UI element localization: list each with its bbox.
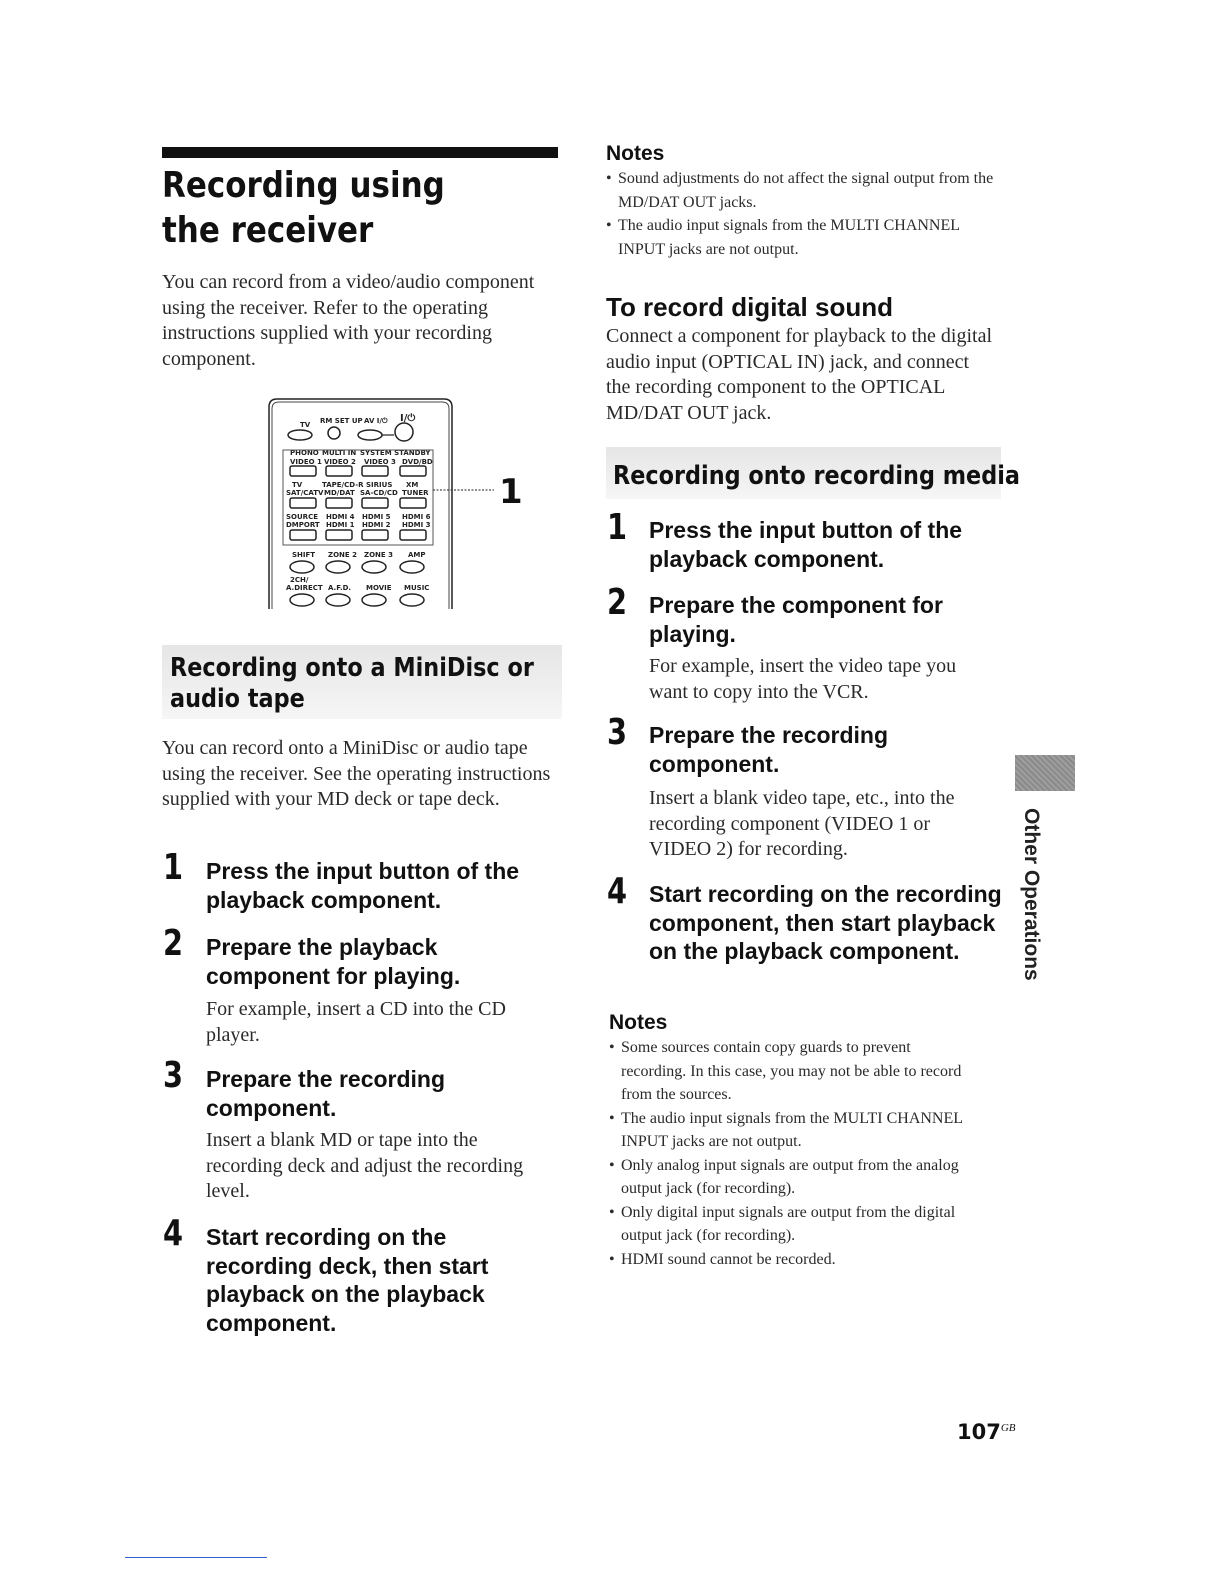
step-heading: Start recording on the recording component, then start playback on the playback component. — [649, 881, 1002, 964]
step-number: 4 — [163, 1213, 184, 1254]
remote-label-movie: MOVIE — [366, 584, 392, 592]
remote-label-zone2: ZONE 2 — [328, 551, 357, 559]
remote-label-zone3: ZONE 3 — [364, 551, 393, 559]
remote-label-sirius: SIRIUS — [366, 481, 393, 489]
note-item: • Only digital input signals are output from the digital output jack (for recording). — [609, 1201, 979, 1248]
remote-label-hdmi6: HDMI 6 — [402, 513, 431, 521]
remote-label-hdmi1: HDMI 1 — [326, 521, 355, 529]
remote-label-hdmi3: HDMI 3 — [402, 521, 431, 529]
step-number: 3 — [607, 712, 628, 753]
note-item: • Some sources contain copy guards to prevent recording. In this case, you may not be able to record from the sources. — [609, 1036, 979, 1107]
remote-label-source: SOURCE — [286, 513, 318, 521]
remote-label-phono: PHONO — [290, 449, 319, 457]
remote-label-dmport: DMPORT — [286, 521, 320, 529]
notes-heading: Notes — [606, 142, 665, 165]
step-description: Insert a blank video tape, etc., into the recording component (VIDEO 1 or VIDEO 2) for recording. — [649, 787, 955, 860]
remote-label-video1: VIDEO 1 — [290, 458, 322, 466]
page-number-suffix: GB — [1000, 1422, 1016, 1434]
chapter-tab-marker — [1015, 755, 1075, 791]
step-description: For example, insert the video tape you want to copy into the VCR. — [649, 655, 957, 703]
section-title-minidisc-line2: audio tape — [170, 684, 305, 714]
step-number: 1 — [607, 507, 628, 548]
section-title-minidisc-line1: Recording onto a MiniDisc or — [170, 653, 534, 683]
remote-label-hdmi2: HDMI 2 — [362, 521, 391, 529]
remote-label-hdmi5: HDMI 5 — [362, 513, 391, 521]
remote-label-system-standby: SYSTEM STANDBY — [360, 449, 431, 457]
step-description: Insert a blank MD or tape into the recording deck and adjust the recording level. — [206, 1129, 524, 1202]
remote-label-tuner: TUNER — [402, 489, 429, 497]
notes-heading: Notes — [609, 1011, 668, 1034]
remote-control-illustration — [262, 395, 527, 613]
step-number: 2 — [163, 923, 184, 964]
note-item: • The audio input signals from the MULTI CHANNEL INPUT jacks are not output. — [609, 1107, 979, 1154]
remote-label-afd: A.F.D. — [328, 584, 352, 592]
notes-list — [606, 167, 1001, 261]
remote-label-tv2: TV — [292, 481, 303, 489]
remote-label-md-dat: MD/DAT — [324, 489, 355, 497]
remote-label-shift: SHIFT — [292, 551, 316, 559]
section-title-recording-media: Recording onto recording media — [613, 461, 1020, 491]
remote-label-a-direct: A.DIRECT — [286, 584, 323, 592]
callout-number: 1 — [499, 472, 523, 512]
step-number: 3 — [163, 1055, 184, 1096]
remote-label-amp: AMP — [408, 551, 426, 559]
note-item: • Sound adjustments do not affect the signal output from the MD/DAT OUT jacks. — [606, 167, 1001, 214]
remote-label-tv: TV — [300, 421, 311, 429]
remote-label-hdmi4: HDMI 4 — [326, 513, 355, 521]
digital-sound-heading: To record digital sound — [606, 292, 893, 322]
remote-label-dvd-bd: DVD/BD — [402, 458, 433, 466]
step-number: 4 — [607, 871, 628, 912]
remote-label-2ch: 2CH/ — [290, 576, 309, 584]
note-item: • Only analog input signals are output from the analog output jack (for recording). — [609, 1154, 979, 1201]
step-heading: Prepare the recording component. — [206, 1066, 446, 1121]
chapter-tab-label: Other Operations — [1020, 808, 1043, 981]
digital-sound-text: Connect a component for playback to the digital audio input (OPTICAL IN) jack, and connect the recording component to the OPTICAL MD/DAT OUT jack. — [606, 325, 992, 424]
title-rule — [162, 147, 558, 158]
step-heading: Prepare the recording component. — [649, 722, 889, 777]
step-heading: Press the input button of the playback component. — [649, 517, 963, 572]
step-description: For example, insert a CD into the CD player. — [206, 998, 506, 1046]
step-number: 1 — [163, 847, 184, 888]
step-heading: Press the input button of the playback component. — [206, 858, 520, 913]
step-heading: Prepare the playback component for playing. — [206, 934, 461, 989]
remote-label-xm: XM — [406, 481, 419, 489]
step-number: 2 — [607, 582, 628, 623]
remote-label-multi-in: MULTI IN — [322, 449, 357, 457]
footer-rule — [125, 1557, 267, 1558]
remote-label-tape-cdr: TAPE/CD-R — [322, 481, 364, 489]
page-title: Recording using the receiver — [162, 165, 445, 251]
remote-label-sacd-cd: SA-CD/CD — [360, 489, 398, 497]
remote-label-music: MUSIC — [404, 584, 430, 592]
remote-label-rm-setup: RM SET UP — [320, 417, 363, 425]
remote-label-power: I/⏻ — [400, 413, 416, 424]
remote-label-video3: VIDEO 3 — [364, 458, 396, 466]
intro-paragraph: You can record from a video/audio component using the receiver. Refer to the operating instructions supplied with your recording component. — [162, 271, 535, 370]
page-number — [957, 1420, 1016, 1444]
remote-label-video2: VIDEO 2 — [324, 458, 356, 466]
minidisc-intro: You can record onto a MiniDisc or audio tape using the receiver. See the operating instructions supplied with your MD deck or tape deck. — [162, 737, 551, 810]
step-heading: Prepare the component for playing. — [649, 592, 943, 647]
note-item: • HDMI sound cannot be recorded. — [609, 1248, 979, 1272]
page-number-value: 107 — [957, 1420, 1001, 1444]
remote-label-av-power: AV I/⏻ — [364, 417, 388, 425]
remote-label-sat-catv: SAT/CATV — [286, 489, 324, 497]
step-heading: Start recording on the recording deck, then start playback on the playback component. — [206, 1224, 489, 1336]
note-item: • The audio input signals from the MULTI CHANNEL INPUT jacks are not output. — [606, 214, 1001, 261]
notes-list — [609, 1036, 979, 1271]
